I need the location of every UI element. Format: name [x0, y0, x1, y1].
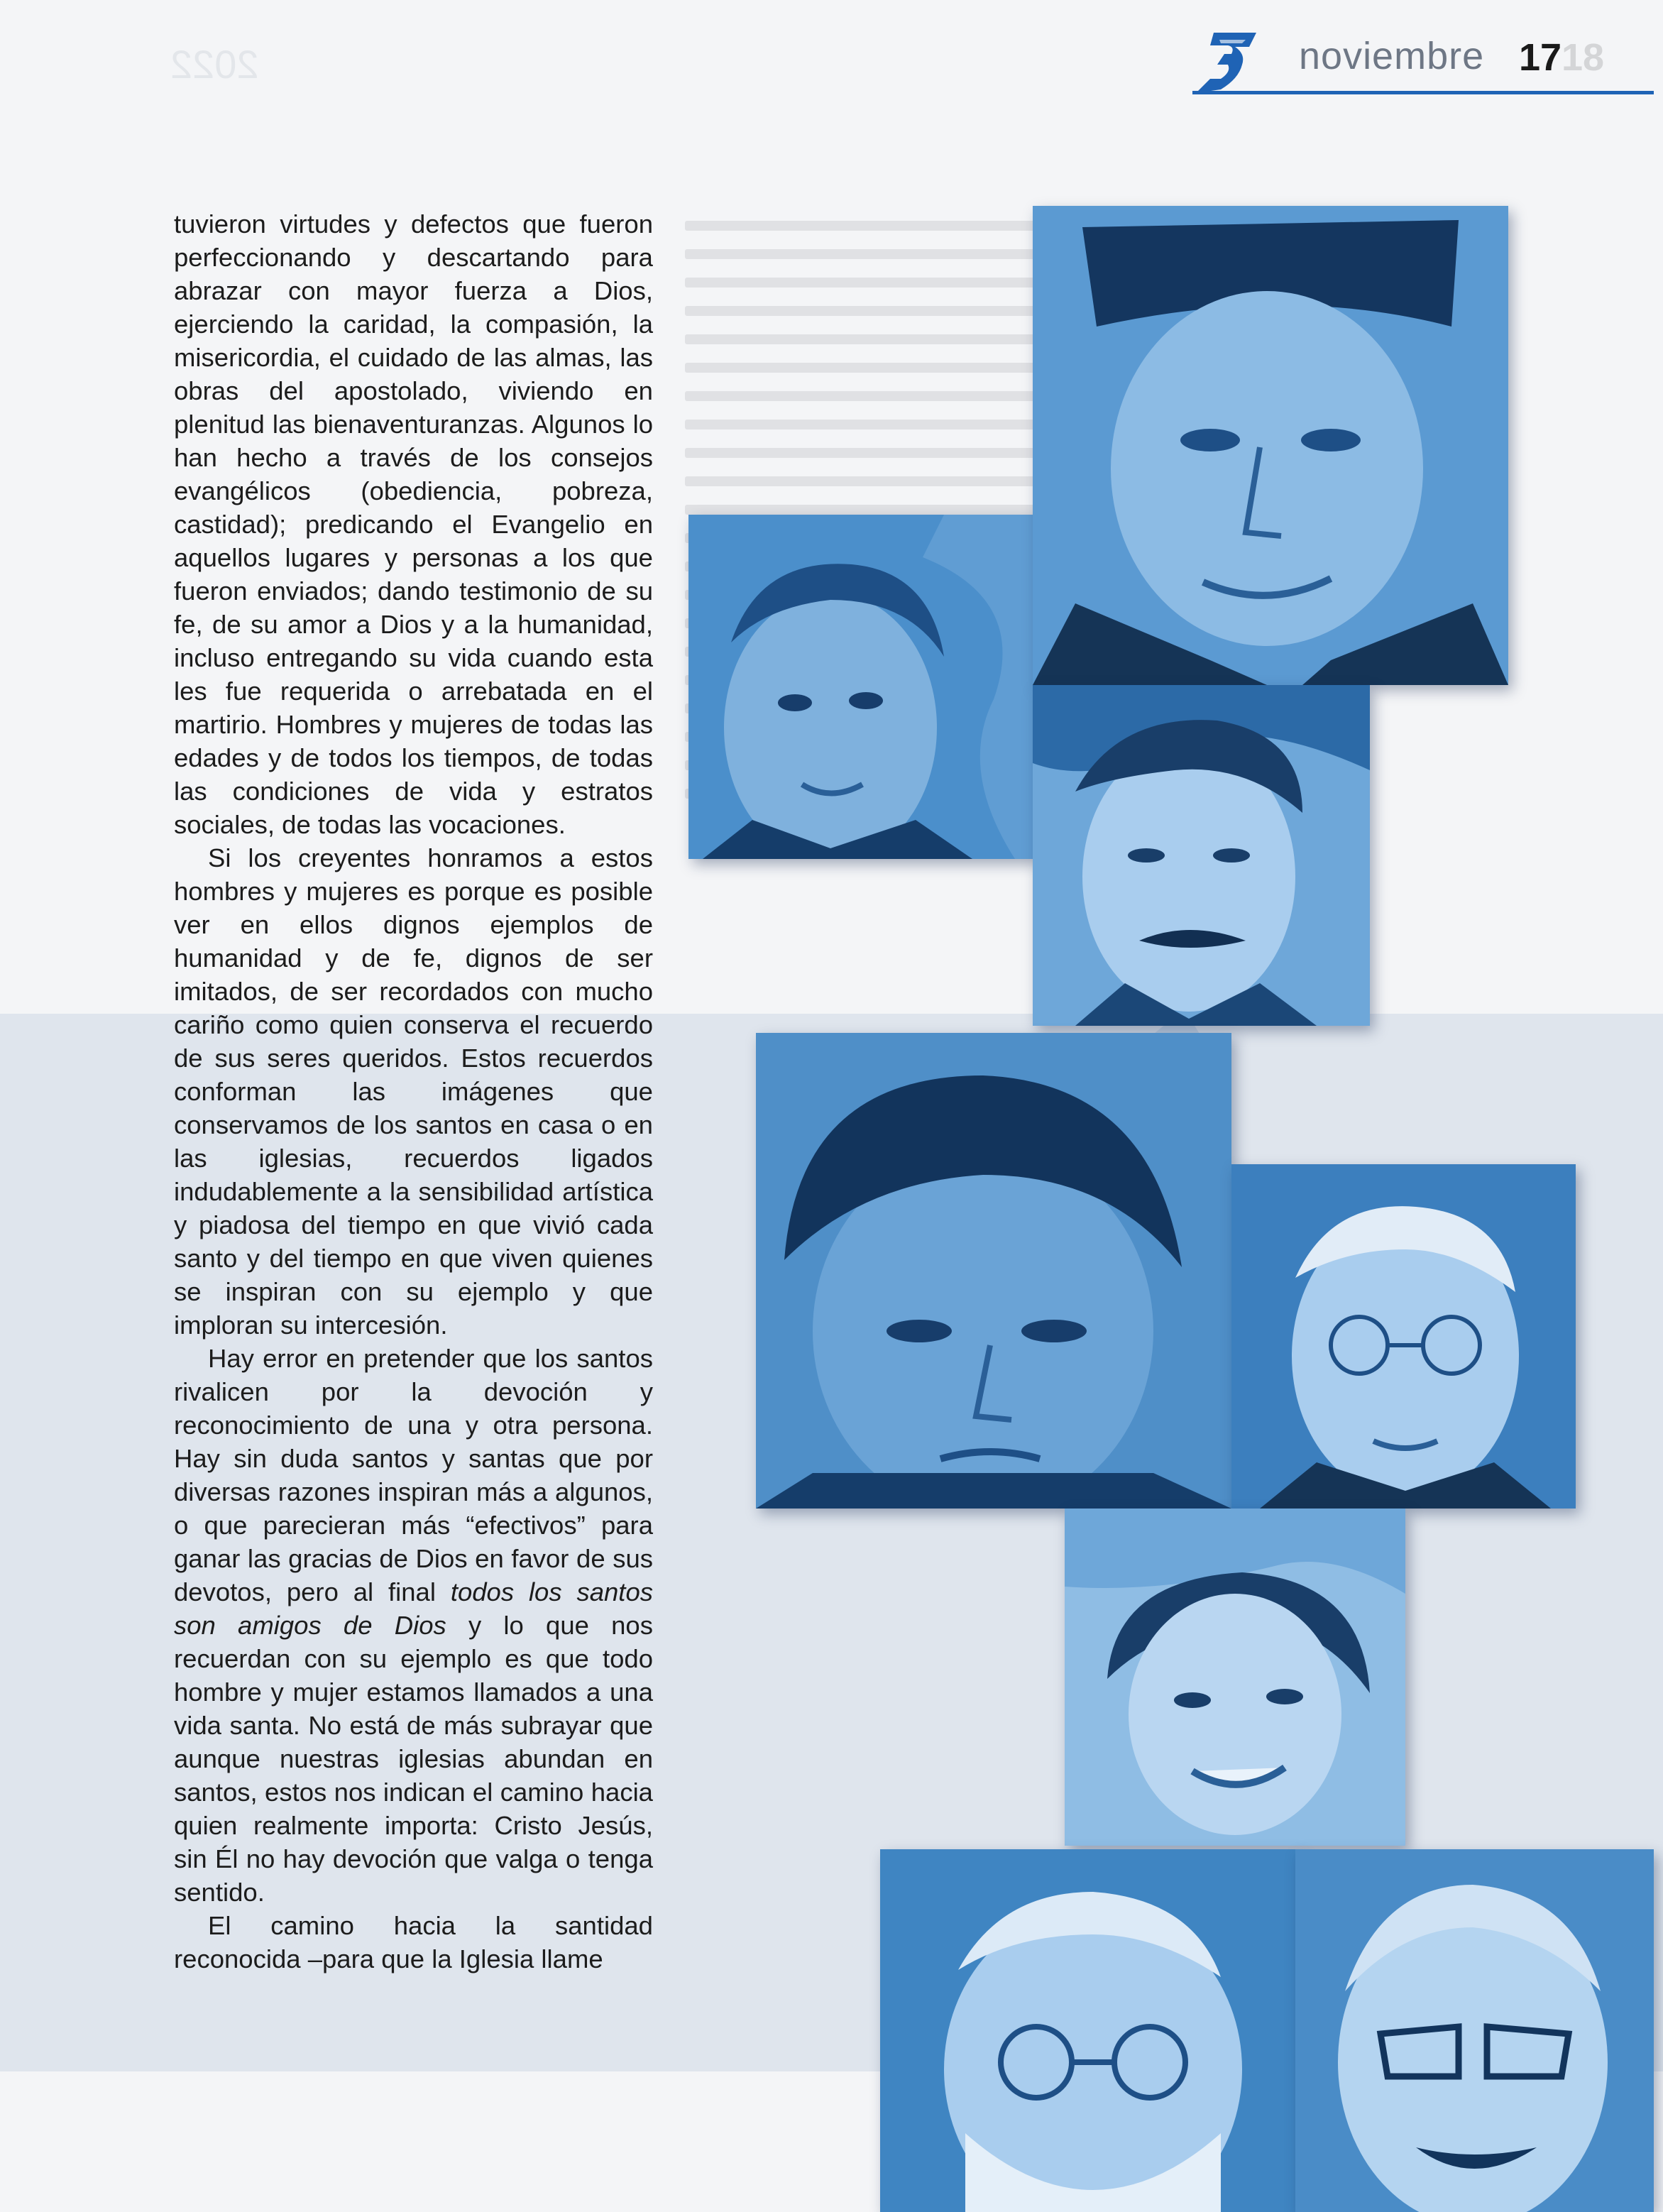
page-number: 17: [1519, 36, 1562, 79]
paragraph-1: tuvieron virtudes y defectos que fueron perfeccionando y descartando para abrazar con mayor fuerza a Dios, ejerciendo la caridad, la compasión, la misericordia, el cuidado de las almas, las obras del apostolado, viviendo en plenitud las bienaventuranzas. Algunos lo han hecho a través de los consejos evangélicos (obediencia, pobreza, castidad); predicando el Evangelio en aquellos lugares y personas a los que fueron enviados; dando testimonio de su fe, de su amor a Dios y a la humanidad, incluso entregando su vida cuando esta les fue requerida o arrebatada en el martirio. Hombres y mujeres de todas las edades y de todos los tiempos, de todas las condiciones de vida y estratos sociales, de todas las vocaciones.: [174, 209, 653, 839]
photo-man-mustache: [1033, 685, 1370, 1026]
article-text-column: [174, 207, 653, 1976]
paragraph-3-end: y lo que nos recuerdan con su ejemplo es que todo hombre y mujer estamos llamados a una vida santa. No está de más subrayar que aunque nuestras iglesias abundan en santos, estos nos indican el camino hacia quien realmente importa: Cristo Jesús, sin Él no hay devoción que valga o tenga sentido.: [174, 1611, 653, 1907]
photo-bearded-man-glasses: [880, 1849, 1299, 2212]
photo-elderly-man-glasses: [1231, 1164, 1576, 1509]
photo-smiling-man-glasses: [1295, 1849, 1654, 2212]
ghost-page-number: 18: [1562, 36, 1605, 79]
magazine-logo-icon: [1192, 26, 1263, 97]
ghost-header: [128, 28, 426, 99]
paragraph-3-start: Hay error en pretender que los santos rivalicen por la devoción y reconocimiento de una y otra persona. Hay sin duda santos y santas que por diversas razones inspiran más a algunos, o que parecieran más “efectivos” para ganar las gracias de Dios en favor de sus devotos, pero al final: [174, 1344, 653, 1606]
photo-woman-smiling: [1065, 1509, 1405, 1846]
header-rule: [1192, 91, 1654, 94]
paragraph-3: [174, 1342, 653, 1909]
paragraph-3-emphasis: todos los santos son amigos de Dios: [174, 1577, 653, 1640]
paragraph-4: El camino hacia la santidad reconocida –para que la Iglesia llame: [174, 1911, 653, 1973]
photo-boy-portrait: [688, 515, 1036, 859]
photo-young-boy: [756, 1033, 1231, 1509]
photo-priest-biretta: [1033, 206, 1508, 685]
issue-month: noviembre: [1299, 35, 1485, 77]
paragraph-2: Si los creyentes honramos a estos hombres y mujeres es porque es posible ver en ellos dignos ejemplos de humanidad y de fe, dignos de ser imitados, de ser recordados con mucho cariño como quien conserva el recuerdo de sus seres queridos. Estos recuerdos conforman las imágenes que conservamos de los santos en casa o en las iglesias, recuerdos ligados indudablemente a la sensibilidad artística y piadosa del tiempo en que vivió cada santo y del tiempo en que viven quienes se inspiran con su ejemplo y que imploran su intercesión.: [174, 843, 653, 1340]
ghost-year: 2022: [170, 42, 259, 87]
